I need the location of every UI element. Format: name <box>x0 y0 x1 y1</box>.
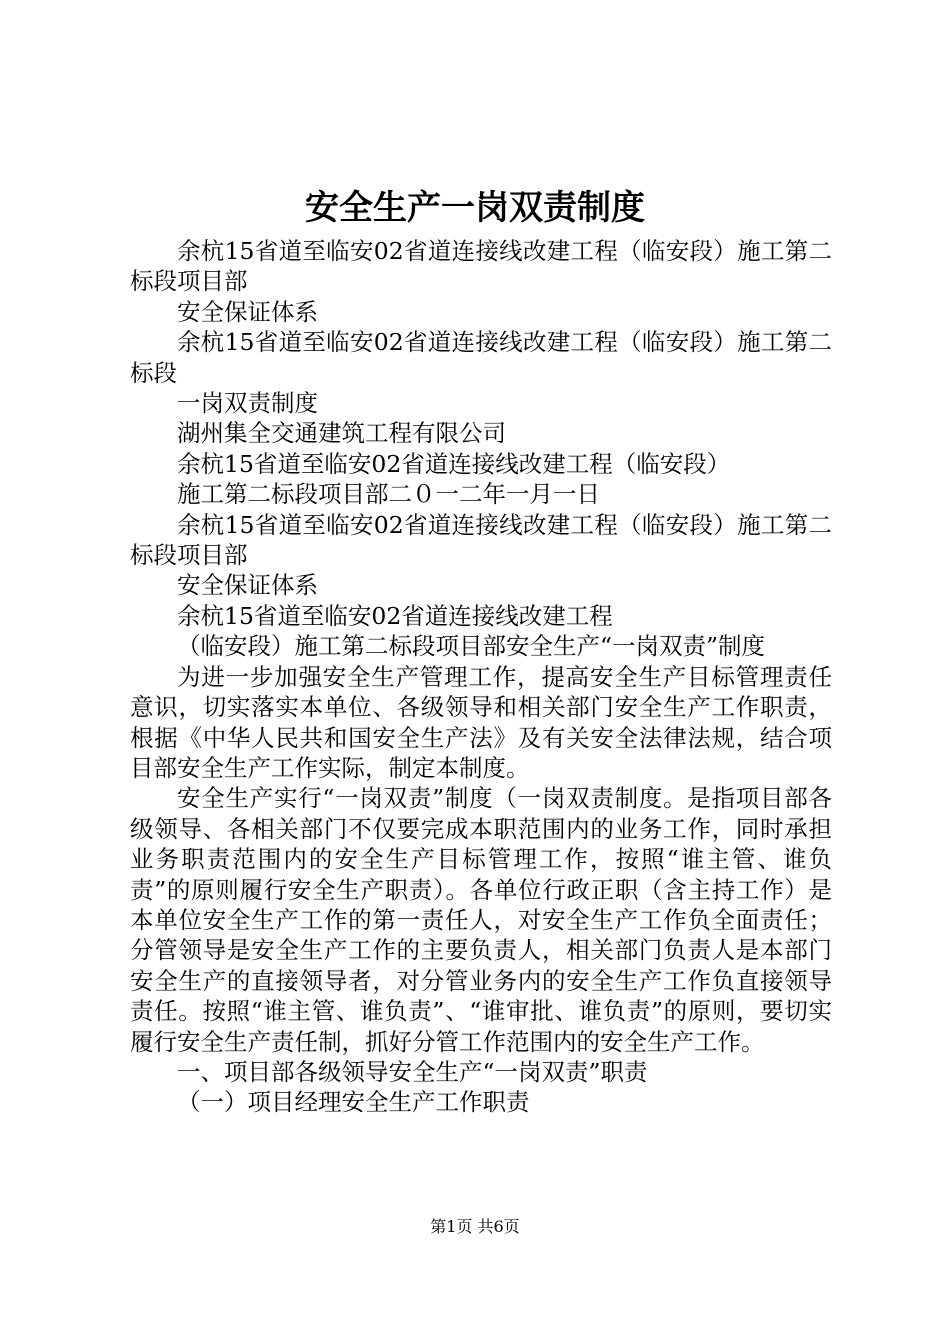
paragraph: 一岗双责制度 <box>177 389 318 418</box>
paragraph: 湖州集全交通建筑工程有限公司 <box>177 419 506 448</box>
paragraph: 安全生产实行“一岗双责”制度（一岗双责制度。是指项目部各级领导、各相关部门不仅要完成本职范围内的业务工作，同时承担业务职责范围内的安全生产目标管理工作，按照“谁主管、谁负责”的原则履行安全生产职责）。各单位行政正职（含主持工作）是本单位安全生产工作的第一责任人，对安全生产工作负全面责任；分管领导是安全生产工作的主要负责人，相关部门负责人是本部门安全生产的直接领导者，对分管业务内的安全生产工作负直接领导责任。按照“谁主管、谁负责”、“谁审批、谁负责”的原则，要切实履行安全生产责任制，抓好分管工作范围内的安全生产工作。 <box>130 784 832 1056</box>
paragraph: 安全保证体系 <box>177 297 318 326</box>
subsection-heading: （一）项目经理安全生产工作职责 <box>177 1088 530 1117</box>
paragraph: 余杭15省道至临安02省道连接线改建工程（临安段） <box>177 449 731 478</box>
document-body <box>130 236 832 1118</box>
paragraph: 余杭15省道至临安02省道连接线改建工程（临安段）施工第二标段 <box>130 328 832 387</box>
paragraph: 余杭15省道至临安02省道连接线改建工程（临安段）施工第二标段项目部 <box>130 510 832 570</box>
document-title: 安全生产一岗双责制度 <box>305 188 645 228</box>
paragraph: （临安段）施工第二标段项目部安全生产“一岗双责”制度 <box>177 632 766 661</box>
section-heading: 一、项目部各级领导安全生产“一岗双责”职责 <box>177 1057 648 1086</box>
paragraph: 余杭15省道至临安02省道连接线改建工程（临安段）施工第二标段项目部 <box>130 237 832 296</box>
paragraph: 为进一步加强安全生产管理工作，提高安全生产目标管理责任意识，切实落实本单位、各级领导和相关部门安全生产工作职责，根据《中华人民共和国安全生产法》及有关安全法律法规，结合项目部安全生产工作实际，制定本制度。 <box>130 662 832 782</box>
paragraph: 余杭15省道至临安02省道连接线改建工程 <box>177 601 613 630</box>
paragraph: 施工第二标段项目部二０一二年一月一日 <box>177 480 600 509</box>
paragraph: 安全保证体系 <box>177 571 318 600</box>
page-footer: 第1页 共6页 <box>430 1217 520 1236</box>
